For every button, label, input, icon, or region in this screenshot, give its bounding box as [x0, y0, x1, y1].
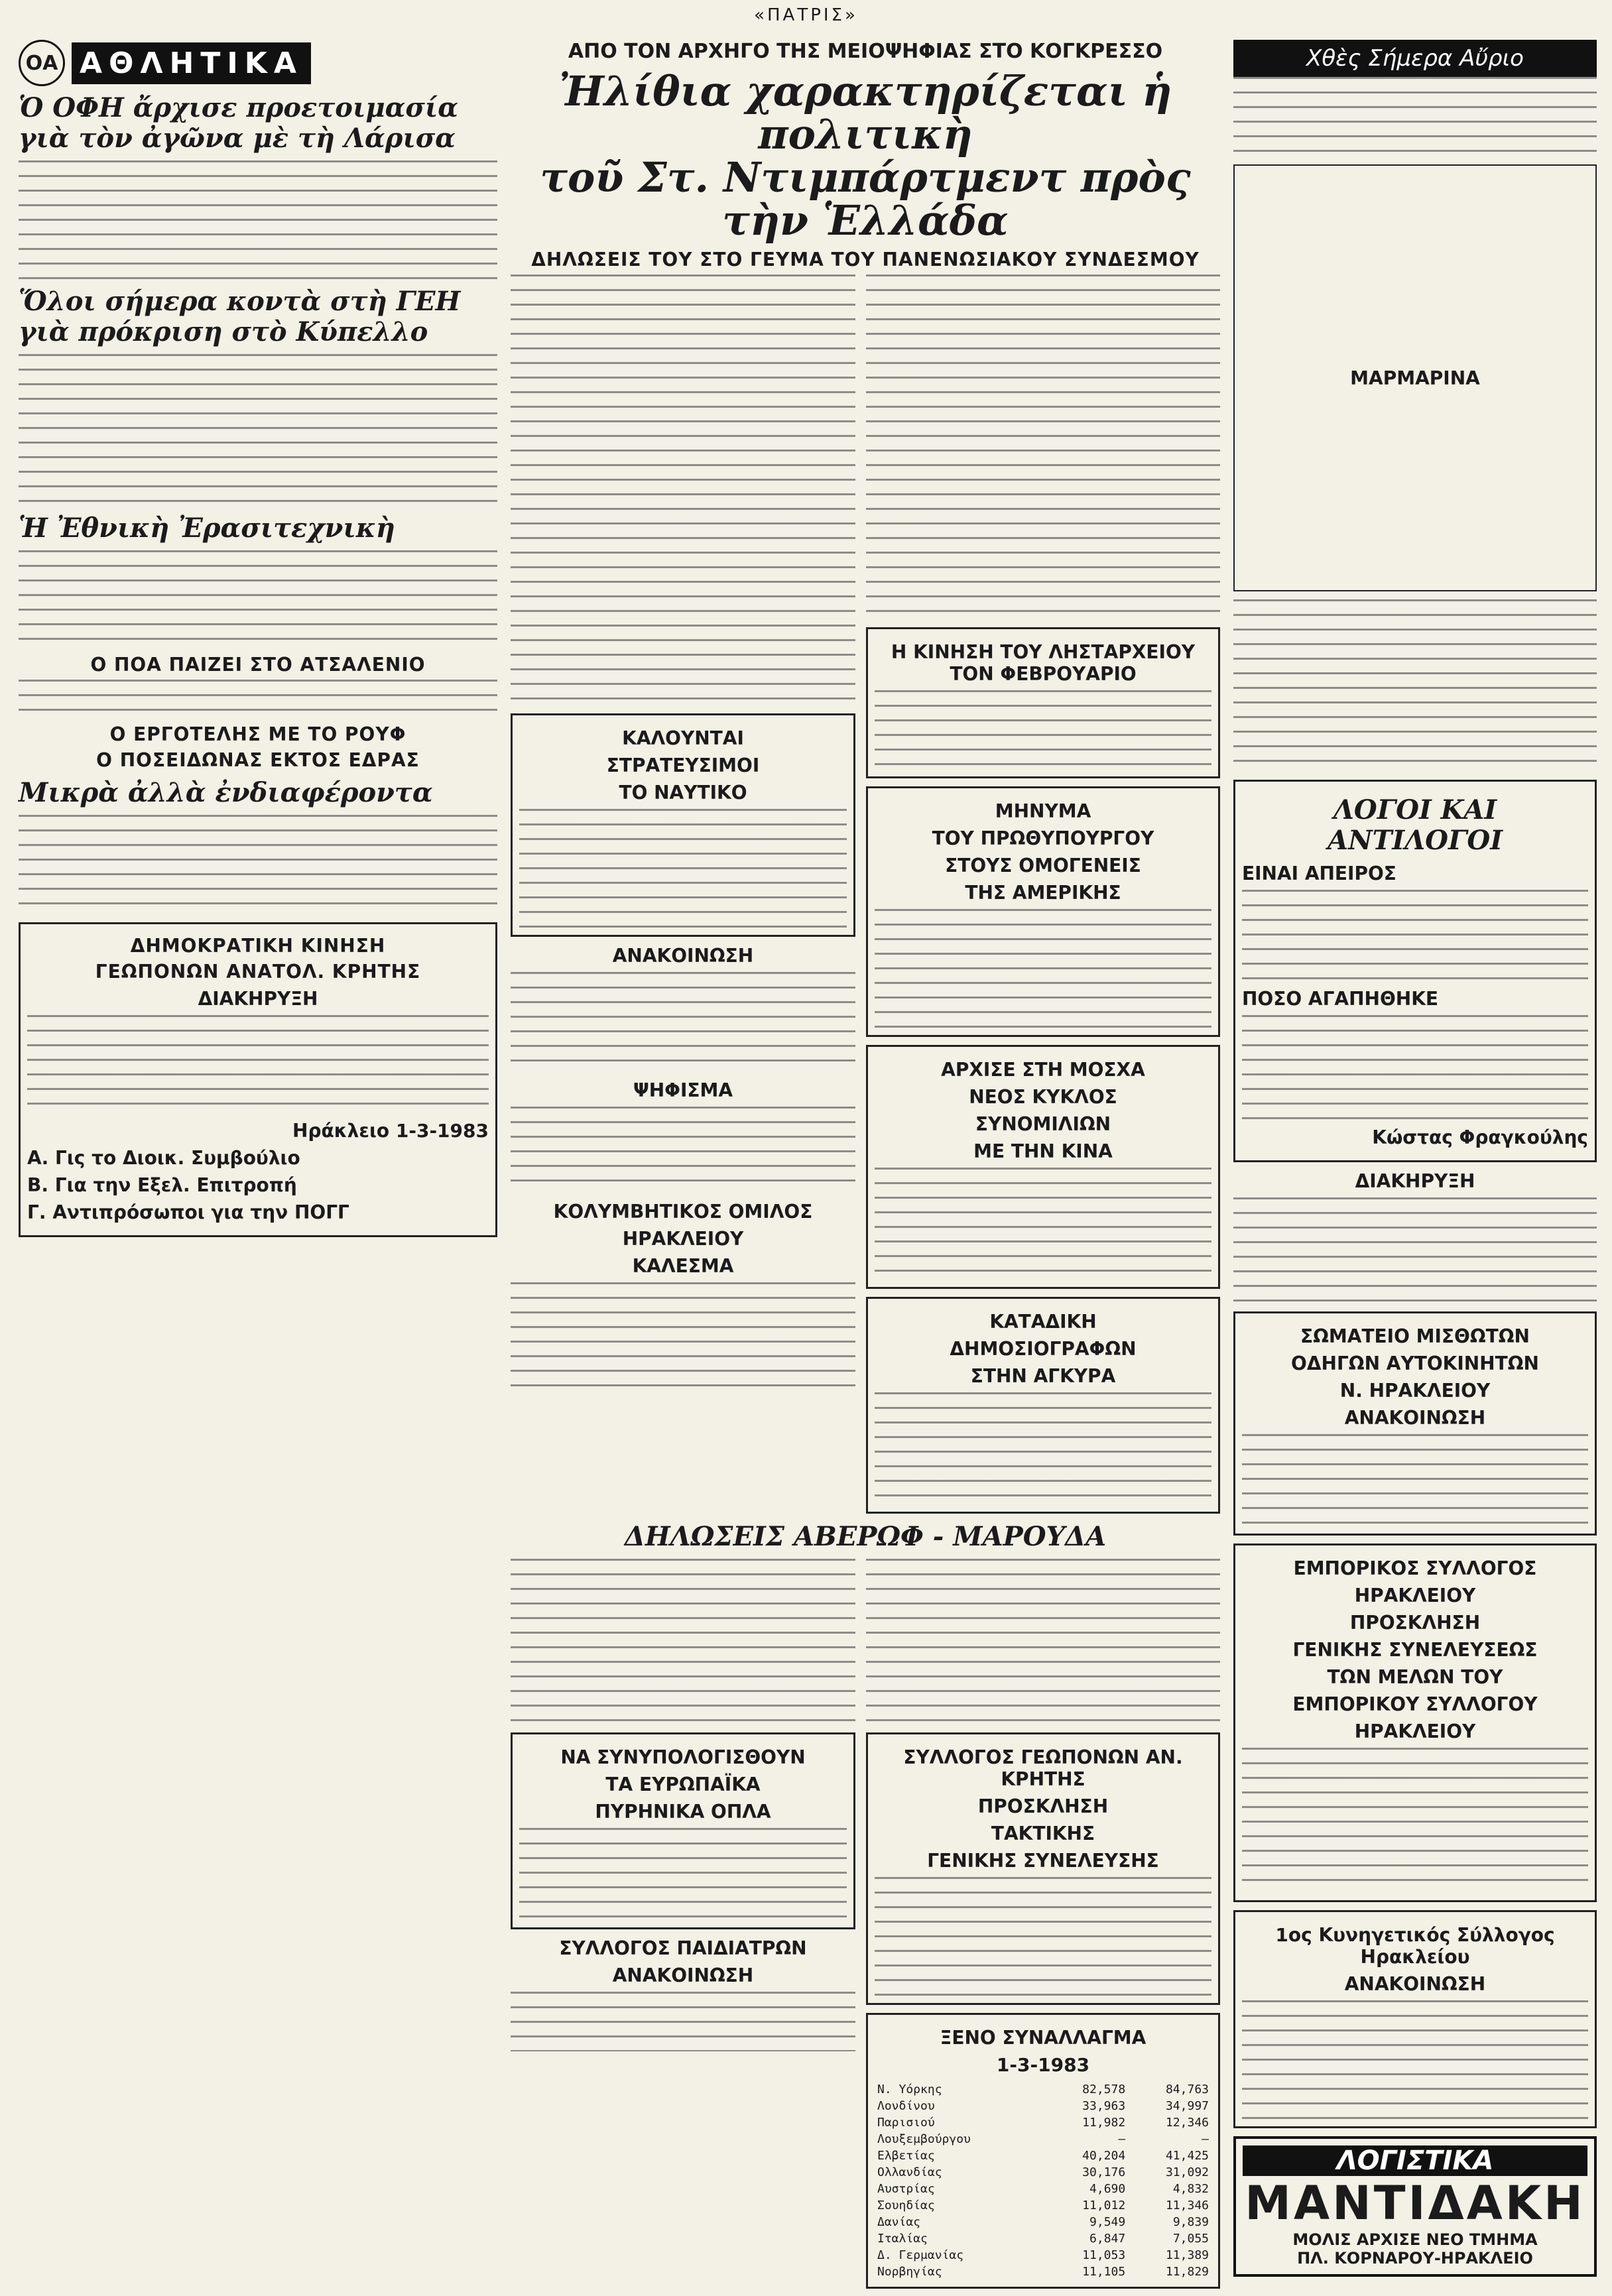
fx-buy: 9,549: [1089, 2215, 1126, 2230]
diakirixi-list-a: Α. Γις το Διοικ. Συμβούλιο: [27, 1147, 300, 1169]
fx-currency: Αυστρίας: [877, 2182, 935, 2197]
fx-currency: Σουηδίας: [877, 2199, 935, 2213]
minyma-body: [875, 909, 1211, 1028]
fx-buy: 11,105: [1082, 2265, 1126, 2279]
ergotelis-subhead: Ο ΕΡΓΟΤΕΛΗΣ ΜΕ ΤΟ ΡΟΥΦ: [109, 723, 406, 745]
sports-section-header: [19, 40, 497, 86]
fx-row: [875, 2081, 1211, 2098]
fx-buy: 4,690: [1089, 2182, 1126, 2197]
main-right: [866, 274, 1220, 1514]
ethniki-headline: Ἡ Ἐθνικὴ Ἐρασιτεχνικὴ: [19, 513, 395, 544]
diakirixi-box: [19, 922, 497, 1237]
logoi-body-1: [1242, 890, 1588, 983]
fx-buy: 40,204: [1082, 2149, 1126, 2163]
mosxa-box: ΑΡΧΙΣΕ ΣΤΗ ΜΟΣΧΑ ΝΕΟΣ ΚΥΚΛΟΣ ΣΥΝΟΜΙΛΙΩΝ ΜΕ ΤΗΝ ΚΙΝΑ: [866, 1045, 1220, 1289]
fx-currency: Ιταλίας: [877, 2232, 928, 2246]
fx-sell: 11,829: [1165, 2265, 1209, 2279]
diakirixi-org: ΔΗΜΟΚΡΑΤΙΚΗ ΚΙΝΗΣΗ: [130, 935, 386, 957]
kolymbisi-title: ΚΑΛΕΣΜΑ: [632, 1255, 734, 1278]
fx-buy: 11,012: [1082, 2199, 1126, 2213]
fx-sell: —: [1202, 2132, 1209, 2147]
ltz-box: Η ΚΙΝΗΣΗ ΤΟΥ ΛΗΣΤΑΡΧΕΙΟΥ ΤΟΝ ΦΕΒΡΟΥΑΡΙΟ: [866, 627, 1220, 778]
minyma-box: ΜΗΝΥΜΑ ΤΟΥ ΠΡΩΘΥΠΟΥΡΓΟΥ ΣΤΟΥΣ ΟΜΟΓΕΝΕΙΣ ΤΗΣ ΑΜΕΡΙΚΗΣ: [866, 786, 1220, 1037]
anakoinosi-body: [511, 972, 855, 1071]
ethniki-article-body: [19, 550, 497, 650]
fx-row: [875, 2230, 1211, 2247]
ad-line-2: ΠΛ. ΚΟΡΝΑΡΟΥ-ΗΡΑΚΛΕΙΟ: [1297, 2249, 1533, 2267]
lower-columns: [511, 1732, 1220, 2289]
ad-top: ΛΟΓΙΣΤΙΚΑ: [1243, 2145, 1587, 2176]
fx-currency: Ελβετίας: [877, 2149, 935, 2163]
pyriniki-box: ΝΑ ΣΥΝΥΠΟΛΟΓΙΣΘΟΥΝ ΤΑ ΕΥΡΩΠΑΪΚΑ ΠΥΡΗΝΙΚΑ ΟΠΛΑ: [511, 1732, 855, 1929]
fx-row: [875, 2181, 1211, 2197]
xthes-illustration-label: ΜΑΡΜΑΡΙΝΑ: [1350, 367, 1480, 389]
fx-box: [866, 2013, 1220, 2289]
fx-row: [875, 2147, 1211, 2164]
logoi-kicker-1: ΕΙΝΑΙ ΑΠΕΙΡΟΣ: [1242, 863, 1396, 884]
psifisma-body: [511, 1107, 855, 1193]
fx-buy: 11,053: [1082, 2248, 1126, 2263]
fx-buy: 82,578: [1082, 2083, 1126, 2097]
fx-buy: 11,982: [1082, 2116, 1126, 2130]
fx-row: [875, 2131, 1211, 2147]
column-right: [1233, 40, 1597, 2283]
main-kicker: ΑΠΟ ΤΟΝ ΑΡΧΗΓΟ ΤΗΣ ΜΕΙΟΨΗΦΙΑΣ ΣΤΟ ΚΟΓΚΡΕΣΣΟ: [568, 40, 1163, 63]
xthes-body-top: [1233, 77, 1597, 156]
ltz-body: [875, 690, 1211, 770]
diakirixi-seap-title: ΔΙΑΚΗΡΥΞΗ: [1355, 1170, 1475, 1192]
sports-section-title: ΑΘΛΗΤΙΚΑ: [72, 42, 311, 84]
stratos-box: ΚΑΛΟΥΝΤΑΙ ΣΤΡΑΤΕΥΣΙΜΟΙ ΤΟ ΝΑΥΤΙΚΟ: [511, 713, 855, 937]
masthead: «ΠΑΤΡΙΣ»: [754, 5, 858, 25]
fx-currency: Ολλανδίας: [877, 2165, 942, 2180]
dimosiografoi-box: ΚΑΤΑΔΙΚΗ ΔΗΜΟΣΙΟΓΡΑΦΩΝ ΣΤΗΝ ΑΓΚΥΡΑ: [866, 1297, 1220, 1514]
fx-sell: 84,763: [1165, 2083, 1209, 2097]
pediatron-org: ΣΥΛΛΟΓΟΣ ΠΑΙΔΙΑΤΡΩΝ: [559, 1937, 807, 1960]
ad-name: ΜΑΝΤΙΔΑΚΗ: [1245, 2176, 1585, 2230]
diakirixi-date: Ηράκλειο 1-3-1983: [292, 1120, 489, 1142]
main-article-body-2: [866, 274, 1220, 619]
logoi-title: ΛΟΓΟΙ ΚΑΙ ΑΝΤΙΛΟΓΟΙ: [1328, 794, 1503, 856]
xthes-header: Χθὲς Σήμερα Αὔριο: [1233, 40, 1597, 77]
pyriniki-body: [519, 1828, 847, 1921]
stratos-body: [519, 809, 847, 928]
diakirixi-list-b: Β. Για την Εξελ. Επιτροπή: [27, 1174, 297, 1196]
dimosiografoi-body: [875, 1392, 1211, 1505]
averof-body-left: [511, 1559, 855, 1724]
psifisma-title: ΨΗΦΙΣΜΑ: [633, 1079, 733, 1102]
fx-row: [875, 2264, 1211, 2280]
fx-sell: 9,839: [1172, 2215, 1209, 2230]
fx-buy: 33,963: [1082, 2099, 1126, 2114]
emporikos-body: [1242, 1748, 1588, 1894]
olo-headline: Ὅλοι σήμερα κοντὰ στὴ ΓΕΗ γιὰ πρόκριση στὸ Κύπελλο: [19, 286, 461, 347]
fx-row: [875, 2214, 1211, 2230]
xthes-illustration: [1233, 164, 1597, 591]
fx-buy: —: [1118, 2132, 1126, 2147]
logoi-kicker-2: ΠΟΣΟ ΑΓΑΠΗΘΗΚΕ: [1242, 988, 1439, 1010]
mikra-body: [19, 815, 497, 914]
kolymbisi-org-2: ΗΡΑΚΛΕΙΟΥ: [622, 1228, 744, 1250]
diakirixi-org-2: ΓΕΩΠΟΝΩΝ ΑΝΑΤΟΛ. ΚΡΗΤΗΣ: [95, 961, 421, 983]
main-headline: Ἠλίθια χαρακτηρίζεται ἡ πολιτικὴ τοῦ Στ. Ντιμπάρτμεντ πρὸς τὴν Ἑλλάδα: [540, 67, 1191, 245]
fx-sell: 31,092: [1165, 2165, 1209, 2180]
poa-subhead: Ο ΠΟΑ ΠΑΙΖΕΙ ΣΤΟ ΑΤΣΑΛΕΝΙΟ: [90, 654, 426, 676]
mantidaki-ad: [1233, 2136, 1597, 2277]
fx-buy: 6,847: [1089, 2232, 1126, 2246]
fx-currency: Δ. Γερμανίας: [877, 2248, 964, 2263]
fx-title: ΞΕΝΟ ΣΥΝΑΛΛΑΓΜΑ: [940, 2027, 1147, 2049]
fx-sell: 7,055: [1172, 2232, 1209, 2246]
pediatron-title: ΑΝΑΚΟΙΝΩΣΗ: [612, 1964, 754, 1987]
fx-row: [875, 2164, 1211, 2181]
olo-article-body: [19, 354, 497, 507]
fx-sell: 11,346: [1165, 2199, 1209, 2213]
fx-sell: 4,832: [1172, 2182, 1209, 2197]
fx-currency: Λονδίνου: [877, 2099, 935, 2114]
misthotoi-box: ΣΩΜΑΤΕΙΟ ΜΙΣΘΩΤΩΝ ΟΔΗΓΩΝ ΑΥΤΟΚΙΝΗΤΩΝ Ν. ΗΡΑΚΛΕΙΟΥ ΑΝΑΚΟΙΝΩΣΗ: [1233, 1311, 1597, 1536]
ad-line-1: ΜΟΛΙΣ ΑΡΧΙΣΕ ΝΕΟ ΤΜΗΜΑ: [1292, 2230, 1538, 2249]
kynigetikos-box: 1ος Κυνηγετικός Σύλλογος Ηρακλείου ΑΝΑΚΟΙΝΩΣΗ: [1233, 1910, 1597, 2128]
logoi-box: [1233, 780, 1597, 1162]
fx-date: 1-3-1983: [996, 2054, 1090, 2077]
anakoinosi-title: ΑΝΑΚΟΙΝΩΣΗ: [612, 945, 754, 967]
averof-body-right: [866, 1559, 1220, 1724]
mosxa-body: [875, 1168, 1211, 1280]
poa-body: [19, 680, 497, 719]
mikra-headline: Μικρὰ ἀλλὰ ἐνδιαφέροντα: [19, 777, 433, 808]
fx-row: [875, 2247, 1211, 2264]
misthotoi-body: [1242, 1434, 1588, 1527]
fx-row: [875, 2197, 1211, 2214]
emporikos-box: ΕΜΠΟΡΙΚΟΣ ΣΥΛΛΟΓΟΣ ΗΡΑΚΛΕΙΟΥ ΠΡΟΣΚΛΗΣΗ ΓΕΝΙΚΗΣ ΣΥΝΕΛΕΥΣΕΩΣ ΤΩΝ ΜΕΛΩΝ ΤΟΥ ΕΜΠΟΡΙΚΟΥ ΣΥΛΛΟΓΟΥ ΗΡΑΚΛΕΙΟΥ: [1233, 1543, 1597, 1902]
fx-row: [875, 2114, 1211, 2131]
fx-row: [875, 2098, 1211, 2114]
fx-currency: Νορβηγίας: [877, 2265, 942, 2279]
main-subhead: ΔΗΛΩΣΕΙΣ ΤΟΥ ΣΤΟ ΓΕΥΜΑ ΤΟΥ ΠΑΝΕΝΩΣΙΑΚΟΥ ΣΥΝΔΕΣΜΟΥ: [531, 249, 1200, 271]
lower-left: [511, 1732, 855, 2289]
xthes-body-bottom: [1233, 599, 1597, 772]
logoi-body-2: [1242, 1015, 1588, 1121]
column-sports: [19, 40, 497, 2283]
diakirixi-seap-body: [1233, 1197, 1597, 1303]
pediatron-body: [511, 1992, 855, 2051]
fx-sell: 11,389: [1165, 2248, 1209, 2263]
main-left: [511, 274, 855, 1514]
fx-sell: 41,425: [1165, 2149, 1209, 2163]
fx-currency: Λουξεμβούργου: [877, 2132, 971, 2147]
ofi-headline: Ὁ ΟΦΗ ἄρχισε προετοιμασία γιὰ τὸν ἀγῶνα μὲ τὴ Λάρισα: [19, 92, 459, 154]
logoi-signature: Κώστας Φραγκούλης: [1372, 1126, 1588, 1148]
fx-sell: 12,346: [1165, 2116, 1209, 2130]
fx-currency: Παρισιού: [877, 2116, 935, 2130]
lower-right: [866, 1732, 1220, 2289]
averof-columns: [511, 1559, 1220, 1724]
diakirixi-body: [27, 1015, 489, 1115]
averof-headline: ΔΗΛΩΣΕΙΣ ΑΒΕΡΩΦ - ΜΑΡΟΥΔΑ: [624, 1521, 1107, 1553]
geoponoi-body: [875, 1877, 1211, 1996]
fx-sell: 34,997: [1165, 2099, 1209, 2114]
kolymbisi-org: ΚΟΛΥΜΒΗΤΙΚΟΣ ΟΜΙΛΟΣ: [553, 1201, 813, 1223]
sports-logo: ΟΑ: [19, 40, 65, 86]
ofi-article-body: [19, 160, 497, 280]
main-columns: [511, 274, 1220, 1514]
column-main: [511, 40, 1220, 2283]
kynigetikos-body: [1242, 2000, 1588, 2120]
fx-currency: Δανίας: [877, 2215, 921, 2230]
diakirixi-list-g: Γ. Αντιπρόσωποι για την ΠΟΓΓ: [27, 1201, 349, 1223]
main-article-body: [511, 274, 855, 705]
diakirixi-title: ΔΙΑΚΗΡΥΞΗ: [198, 988, 318, 1010]
fx-currency: Ν. Υόρκης: [877, 2083, 942, 2097]
fx-buy: 30,176: [1082, 2165, 1126, 2180]
fx-table: [875, 2081, 1211, 2280]
geoponoi-box: ΣΥΛΛΟΓΟΣ ΓΕΩΠΟΝΩΝ ΑΝ. ΚΡΗΤΗΣ ΠΡΟΣΚΛΗΣΗ ΤΑΚΤΙΚΗΣ ΓΕΝΙΚΗΣ ΣΥΝΕΛΕΥΣΗΣ: [866, 1732, 1220, 2005]
kolymbisi-body: [511, 1282, 855, 1388]
poseidonas-subhead: Ο ΠΟΣΕΙΔΩΝΑΣ ΕΚΤΟΣ ΕΔΡΑΣ: [96, 749, 420, 771]
